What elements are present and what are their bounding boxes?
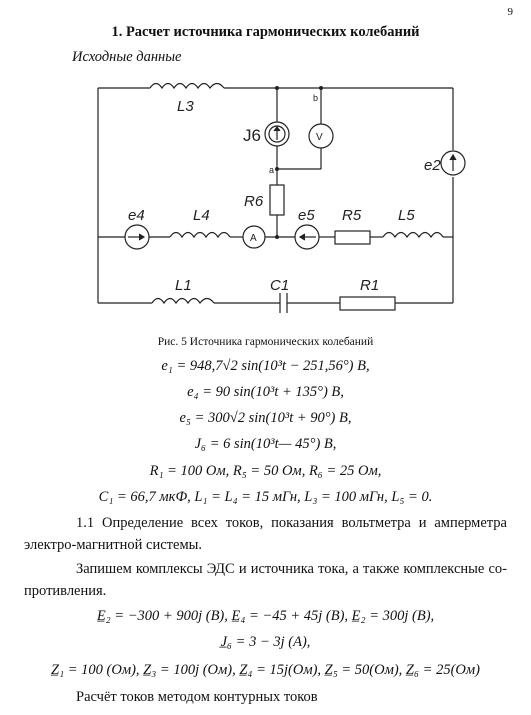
node-top-left (275, 86, 279, 90)
subtitle: Исходные данные (72, 49, 182, 65)
inductor-l3 (150, 84, 224, 89)
page-number: 9 (507, 6, 513, 18)
label-r5: R5 (342, 207, 362, 224)
inductor-l5 (383, 233, 443, 238)
resistor-r5 (335, 231, 370, 244)
current-source-j6 (265, 122, 289, 146)
inductor-l1 (152, 299, 214, 304)
circuit-diagram (90, 72, 480, 320)
equation-complex-e: E̲₂ = −300 + 900j (В), E̲₄ = −45 + 45j (В), E̲₂ = 300j (В), (96, 608, 435, 624)
label-l5: L5 (398, 207, 415, 224)
label-b: b (313, 93, 319, 103)
resistor-r1 (340, 297, 395, 310)
equation-e5: e₅ = 300√2 sin(10³t + 90°) В, (179, 410, 352, 426)
capacitor-c1 (280, 293, 287, 313)
label-c1: C1 (270, 277, 290, 294)
emf-source-e2 (441, 151, 465, 175)
section-title: 1. Расчет источника гармонических колебаний (111, 24, 420, 40)
paragraph-3: Расчёт токов методом контурных токов (76, 689, 318, 705)
label-j6: J6 (243, 126, 261, 145)
inductor-l4 (170, 233, 230, 238)
label-r6: R6 (244, 193, 264, 210)
figure-caption: Рис. 5 Источника гармонических колебаний (157, 336, 374, 348)
label-e5: e5 (298, 207, 315, 224)
label-r1: R1 (360, 277, 380, 294)
resistor-r6 (270, 185, 284, 215)
equation-e4: e₄ = 90 sin(10³t + 135°) В, (187, 384, 344, 400)
label-l3: L3 (177, 98, 194, 115)
label-a-meter: A (250, 233, 257, 244)
emf-source-e5 (295, 225, 319, 249)
label-e4: e4 (128, 207, 145, 224)
label-v: V (316, 132, 323, 143)
emf-source-e4 (125, 225, 149, 249)
paragraph-1: 1.1 Определение всех токов, показания вольтметра и амперметра электро-магнитной системы. (24, 515, 507, 553)
node-a (275, 167, 279, 171)
equation-complex-j: J̲₆ = 3 − 3j (А), (220, 634, 311, 650)
label-l4: L4 (193, 207, 210, 224)
node-b (319, 86, 323, 90)
label-e2: e2 (424, 157, 441, 174)
label-l1: L1 (175, 277, 192, 294)
equation-params: C₁ = 66,7 мкФ, L₁ = L₄ = 15 мГн, L₃ = 100 мГн, L₅ = 0. (98, 489, 433, 505)
equation-impedances: Z̲₁ = 100 (Ом), Z̲₃ = 100j (Ом), Z̲₄ = 15j(Ом), Z̲₅ = 50(Ом), Z̲₆ = 25(Ом) (51, 662, 480, 678)
equation-resistances: R₁ = 100 Ом, R₅ = 50 Ом, R₆ = 25 Ом, (149, 463, 382, 479)
equation-j6: J₆ = 6 sin(10³t— 45°) В, (194, 436, 337, 452)
label-a: a (269, 165, 275, 175)
equation-e1: e₁ = 948,7√2 sin(10³t − 251,56°) В, (161, 358, 370, 374)
paragraph-2: Запишем комплексы ЭДС и источника тока, а также комплексные со-противления. (24, 561, 507, 599)
node-middle (275, 235, 279, 239)
